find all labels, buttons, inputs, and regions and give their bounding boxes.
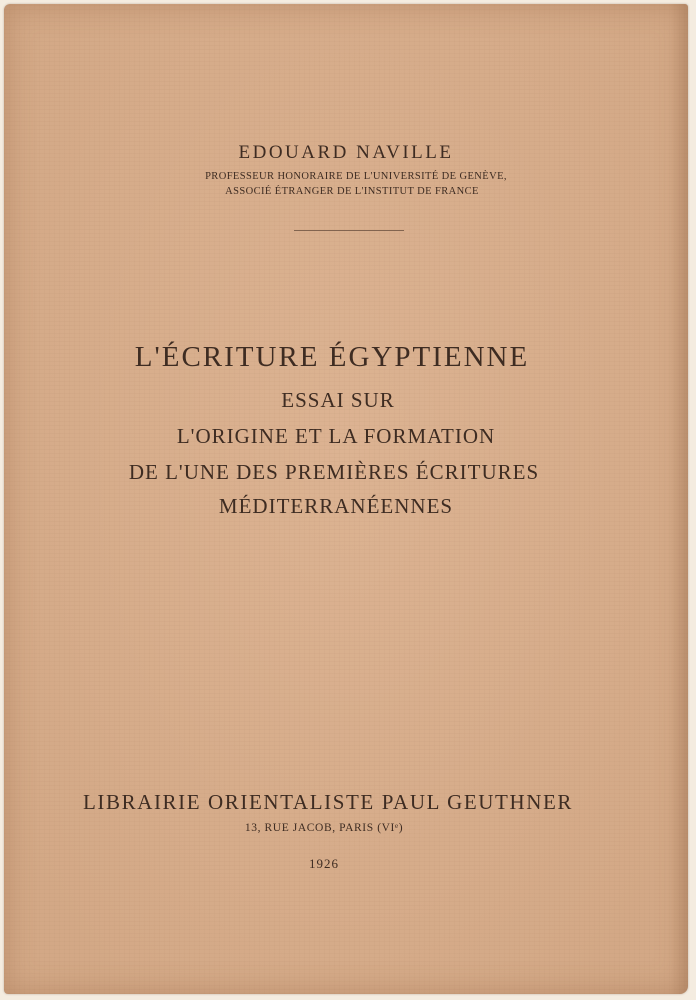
subtitle-line-4: MÉDITERRANÉENNES	[218, 494, 454, 518]
author-affiliation-line-2: ASSOCIÉ ÉTRANGER DE L'INSTITUT DE FRANCE	[225, 186, 479, 197]
book-cover	[4, 4, 688, 994]
book-title: L'ÉCRITURE ÉGYPTIENNE	[134, 341, 530, 373]
divider-rule	[294, 230, 404, 231]
publisher-name: LIBRAIRIE ORIENTALISTE PAUL GEUTHNER	[82, 790, 574, 814]
publisher-address: 13, RUE JACOB, PARIS (VIe)	[244, 822, 404, 834]
subtitle-line-1: ESSAI SUR	[281, 388, 395, 412]
publication-year: 1926	[309, 856, 339, 871]
subtitle-line-3: DE L'UNE DES PREMIÈRES ÉCRITURES	[128, 460, 540, 484]
subtitle-line-2: L'ORIGINE ET LA FORMATION	[176, 424, 496, 448]
author-affiliation-line-1: PROFESSEUR HONORAIRE DE L'UNIVERSITÉ DE GENÈVE,	[205, 171, 507, 182]
author-name: EDOUARD NAVILLE	[238, 142, 454, 163]
